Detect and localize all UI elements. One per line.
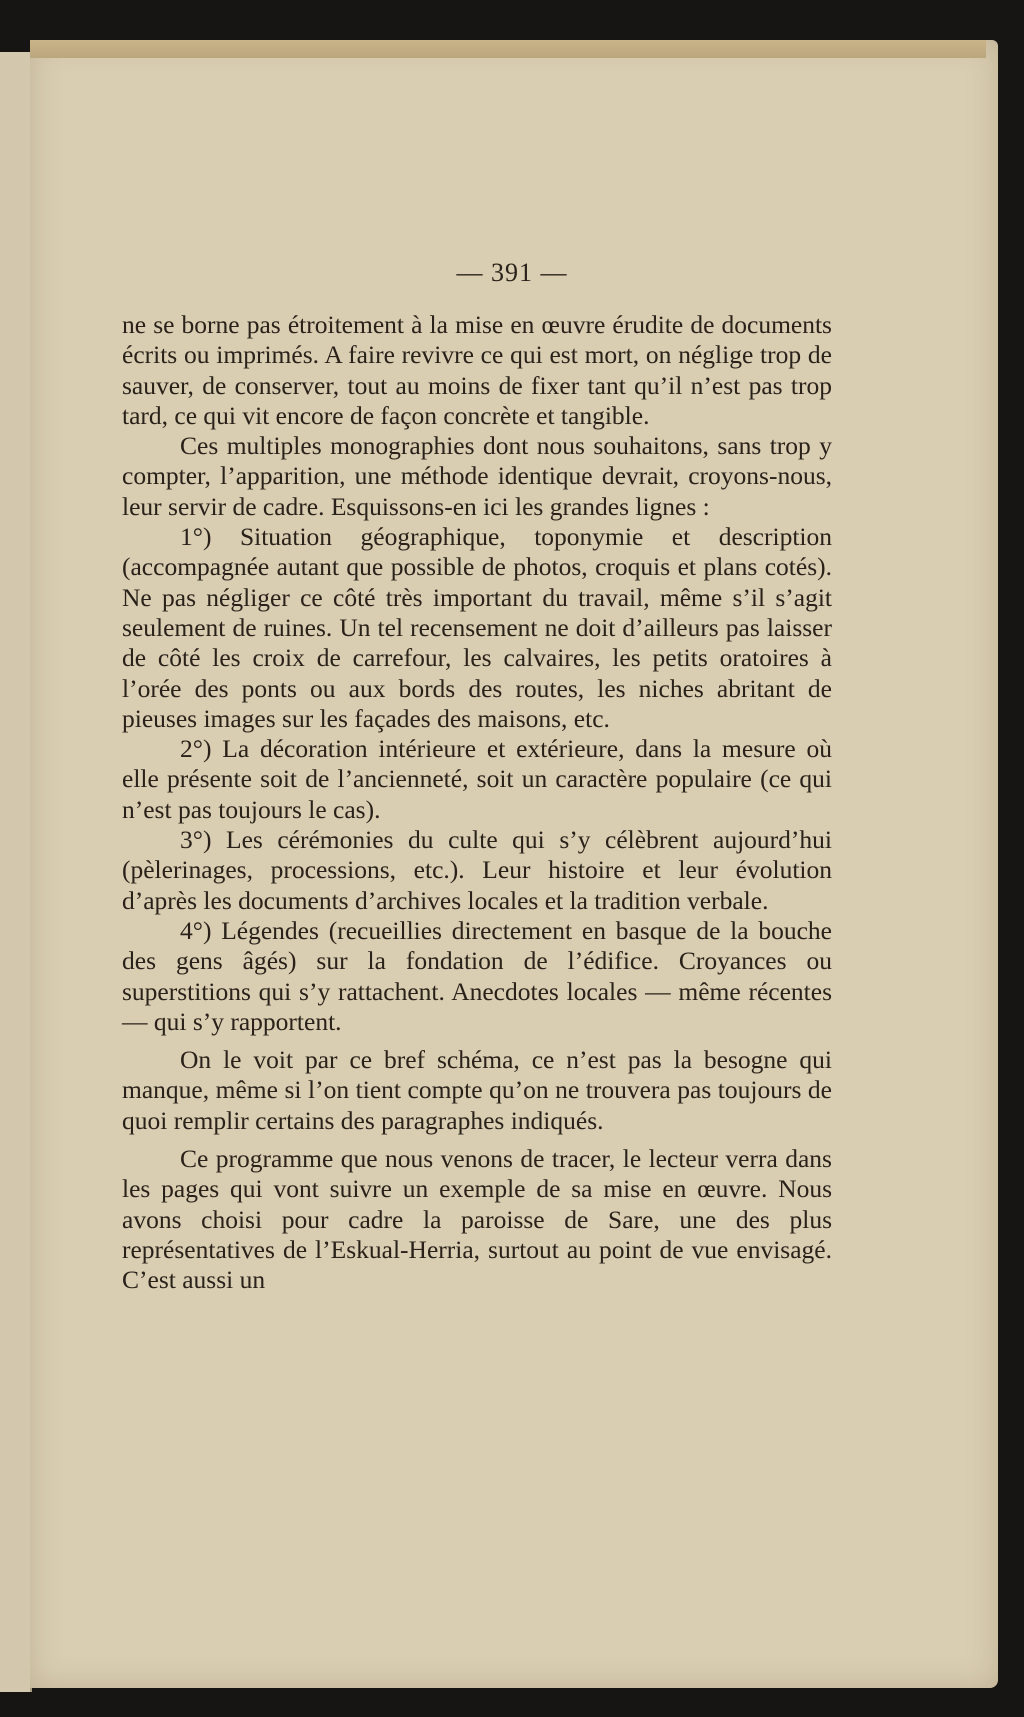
paragraph: On le voit par ce bref schéma, ce n’est pas la besogne qui manque, même si l’on tient compte qu’on ne trouvera pas toujours de quoi remplir certains des paragraphes indiqués. <box>122 1045 832 1135</box>
page-number: — 391 — <box>456 258 568 287</box>
paragraph: Ces multiples monographies dont nous souhaitons, sans trop y compter, l’apparition, une méthode identique devrait, croyons-nous, leur servir de cadre. Esquissons-en ici les grandes lignes : <box>122 431 832 521</box>
page-text-block <box>122 258 832 1296</box>
book-page <box>30 40 998 1688</box>
list-item: 3°) Les cérémonies du culte qui s’y célèbrent aujourd’hui (pèlerinages, processions, etc.). Leur histoire et leur évolution d’après les documents d’archives locales et la tradition verbale. <box>122 825 832 915</box>
page-top-edge <box>30 40 986 58</box>
list-item: 2°) La décoration intérieure et extérieure, dans la mesure où elle présente soit de l’ancienneté, soit un caractère populaire (ce qui n’est pas toujours le cas). <box>122 734 832 824</box>
list-item: 4°) Légendes (recueillies directement en basque de la bouche des gens âgés) sur la fondation de l’édifice. Croyances ou superstitions qui s’y rattachent. Anecdotes locales — même récentes — qui s’y rapportent. <box>122 915 832 1036</box>
paragraph: Ce programme que nous venons de tracer, le lecteur verra dans les pages qui vont suivre un exemple de sa mise en œuvre. Nous avons choisi pour cadre la paroisse de Sare, une des plus représentatives de l’Eskual-Herria, surtout au point de vue envisagé. C’est aussi un <box>122 1144 832 1295</box>
list-item: 1°) Situation géographique, toponymie et description (accompagnée autant que possible de photos, croquis et plans cotés). Ne pas négliger ce côté très important du travail, même s’il s’agit seulement de ruines. Un tel recensement ne doit d’ailleurs pas laisser de côté les croix de carrefour, les calvaires, les petits oratoires à l’orée des ponts ou aux bords des routes, les niches abritant de pieuses images sur les façades des maisons, etc. <box>122 522 832 733</box>
paragraph: ne se borne pas étroitement à la mise en œuvre érudite de documents écrits ou imprimés. A faire revivre ce qui est mort, on néglige trop de sauver, de conserver, tout au moins de fixer tant qu’il n’est pas trop tard, ce qui vit encore de façon concrète et tangible. <box>122 310 832 430</box>
adjacent-page-edge <box>0 52 32 1692</box>
